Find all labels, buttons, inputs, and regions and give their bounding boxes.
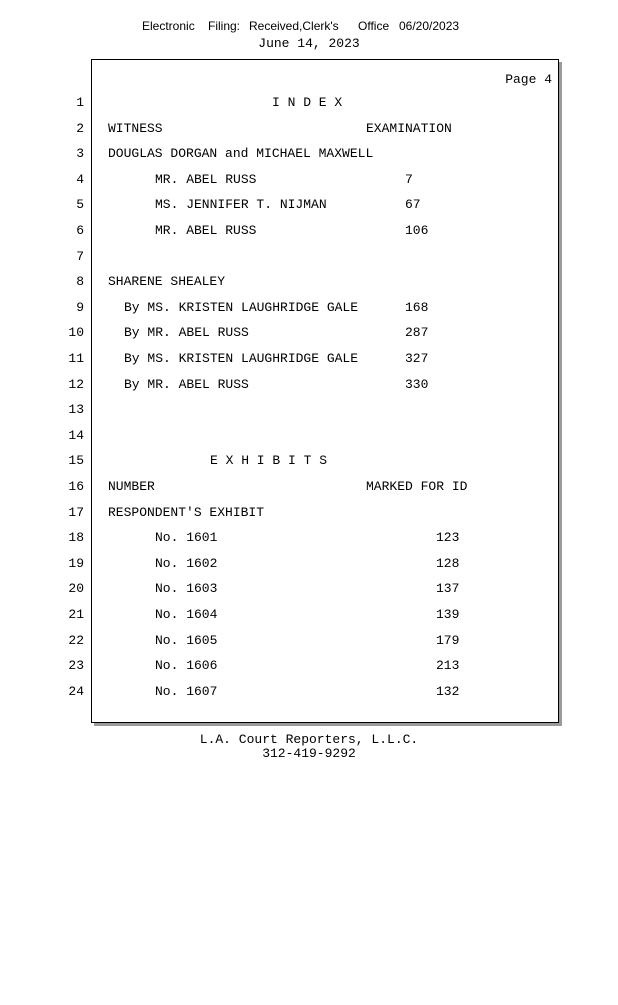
col-examination: EXAMINATION [366, 121, 452, 136]
col-marked-for-id: MARKED FOR ID [366, 479, 468, 494]
line-number: 24 [68, 684, 84, 699]
exhibit-number: No. 1602 [155, 556, 218, 571]
examiner: By MS. KRISTEN LAUGHRIDGE GALE [124, 300, 359, 315]
line-number: 22 [68, 633, 84, 648]
exhibit-page: 179 [436, 633, 460, 648]
line-number: 12 [68, 377, 84, 392]
line-number: 14 [68, 428, 84, 443]
examiner: By MR. ABEL RUSS [124, 377, 249, 392]
exhibit-number: No. 1605 [155, 633, 218, 648]
exam-page: 7 [405, 172, 413, 187]
line-number: 9 [76, 300, 84, 315]
exam-page: 327 [405, 351, 429, 366]
stamp-date: 06/20/2023 [399, 19, 460, 33]
exam-page: 287 [405, 325, 429, 340]
exam-page: 67 [405, 197, 421, 212]
line-number: 6 [76, 223, 84, 238]
stamp-filing: Filing: [208, 19, 241, 33]
index-title: I N D E X [272, 95, 343, 110]
line-number: 20 [68, 581, 84, 596]
witness-name: DOUGLAS DORGAN and MICHAEL MAXWELL [108, 146, 374, 161]
exhibit-number: No. 1606 [155, 658, 218, 673]
header-date: June 14, 2023 [258, 36, 360, 51]
examiner: MR. ABEL RUSS [155, 172, 257, 187]
line-number: 18 [68, 530, 84, 545]
line-number: 11 [68, 351, 84, 366]
line-number: 3 [76, 146, 84, 161]
exam-page: 106 [405, 223, 429, 238]
exam-page: 330 [405, 377, 429, 392]
footer-phone: 312-419-9292 [262, 746, 356, 761]
col-witness: WITNESS [108, 121, 163, 136]
col-number: NUMBER [108, 479, 155, 494]
line-number: 5 [76, 197, 84, 212]
line-number: 16 [68, 479, 84, 494]
exhibit-page: 132 [436, 684, 460, 699]
line-number: 2 [76, 121, 84, 136]
page-label: Page 4 [505, 72, 552, 87]
exhibit-category: RESPONDENT'S EXHIBIT [108, 505, 265, 520]
exhibit-page: 213 [436, 658, 460, 673]
line-number: 21 [68, 607, 84, 622]
line-number: 13 [68, 402, 84, 417]
line-number: 4 [76, 172, 84, 187]
exhibit-number: No. 1607 [155, 684, 218, 699]
witness-name: SHARENE SHEALEY [108, 274, 226, 289]
exhibit-page: 128 [436, 556, 460, 571]
exam-page: 168 [405, 300, 429, 315]
line-number: 7 [76, 249, 84, 264]
stamp-received: Received,Clerk's [249, 19, 339, 33]
exhibit-number: No. 1603 [155, 581, 218, 596]
exhibit-page: 123 [436, 530, 460, 545]
exhibit-number: No. 1601 [155, 530, 218, 545]
exhibit-page: 137 [436, 581, 460, 596]
examiner: MS. JENNIFER T. NIJMAN [155, 197, 327, 212]
examiner: By MS. KRISTEN LAUGHRIDGE GALE [124, 351, 359, 366]
line-number: 1 [76, 95, 84, 110]
stamp-office: Office [358, 19, 390, 33]
line-number: 10 [68, 325, 84, 340]
line-number: 15 [68, 453, 84, 468]
line-number: 8 [76, 274, 84, 289]
exhibit-number: No. 1604 [155, 607, 218, 622]
footer-company: L.A. Court Reporters, L.L.C. [199, 732, 419, 747]
examiner: By MR. ABEL RUSS [124, 325, 249, 340]
line-number: 19 [68, 556, 84, 571]
line-number: 17 [68, 505, 84, 520]
stamp-electronic: Electronic [142, 19, 195, 33]
exhibit-page: 139 [436, 607, 460, 622]
line-number: 23 [68, 658, 84, 673]
examiner: MR. ABEL RUSS [155, 223, 257, 238]
exhibits-title: E X H I B I T S [210, 453, 328, 468]
